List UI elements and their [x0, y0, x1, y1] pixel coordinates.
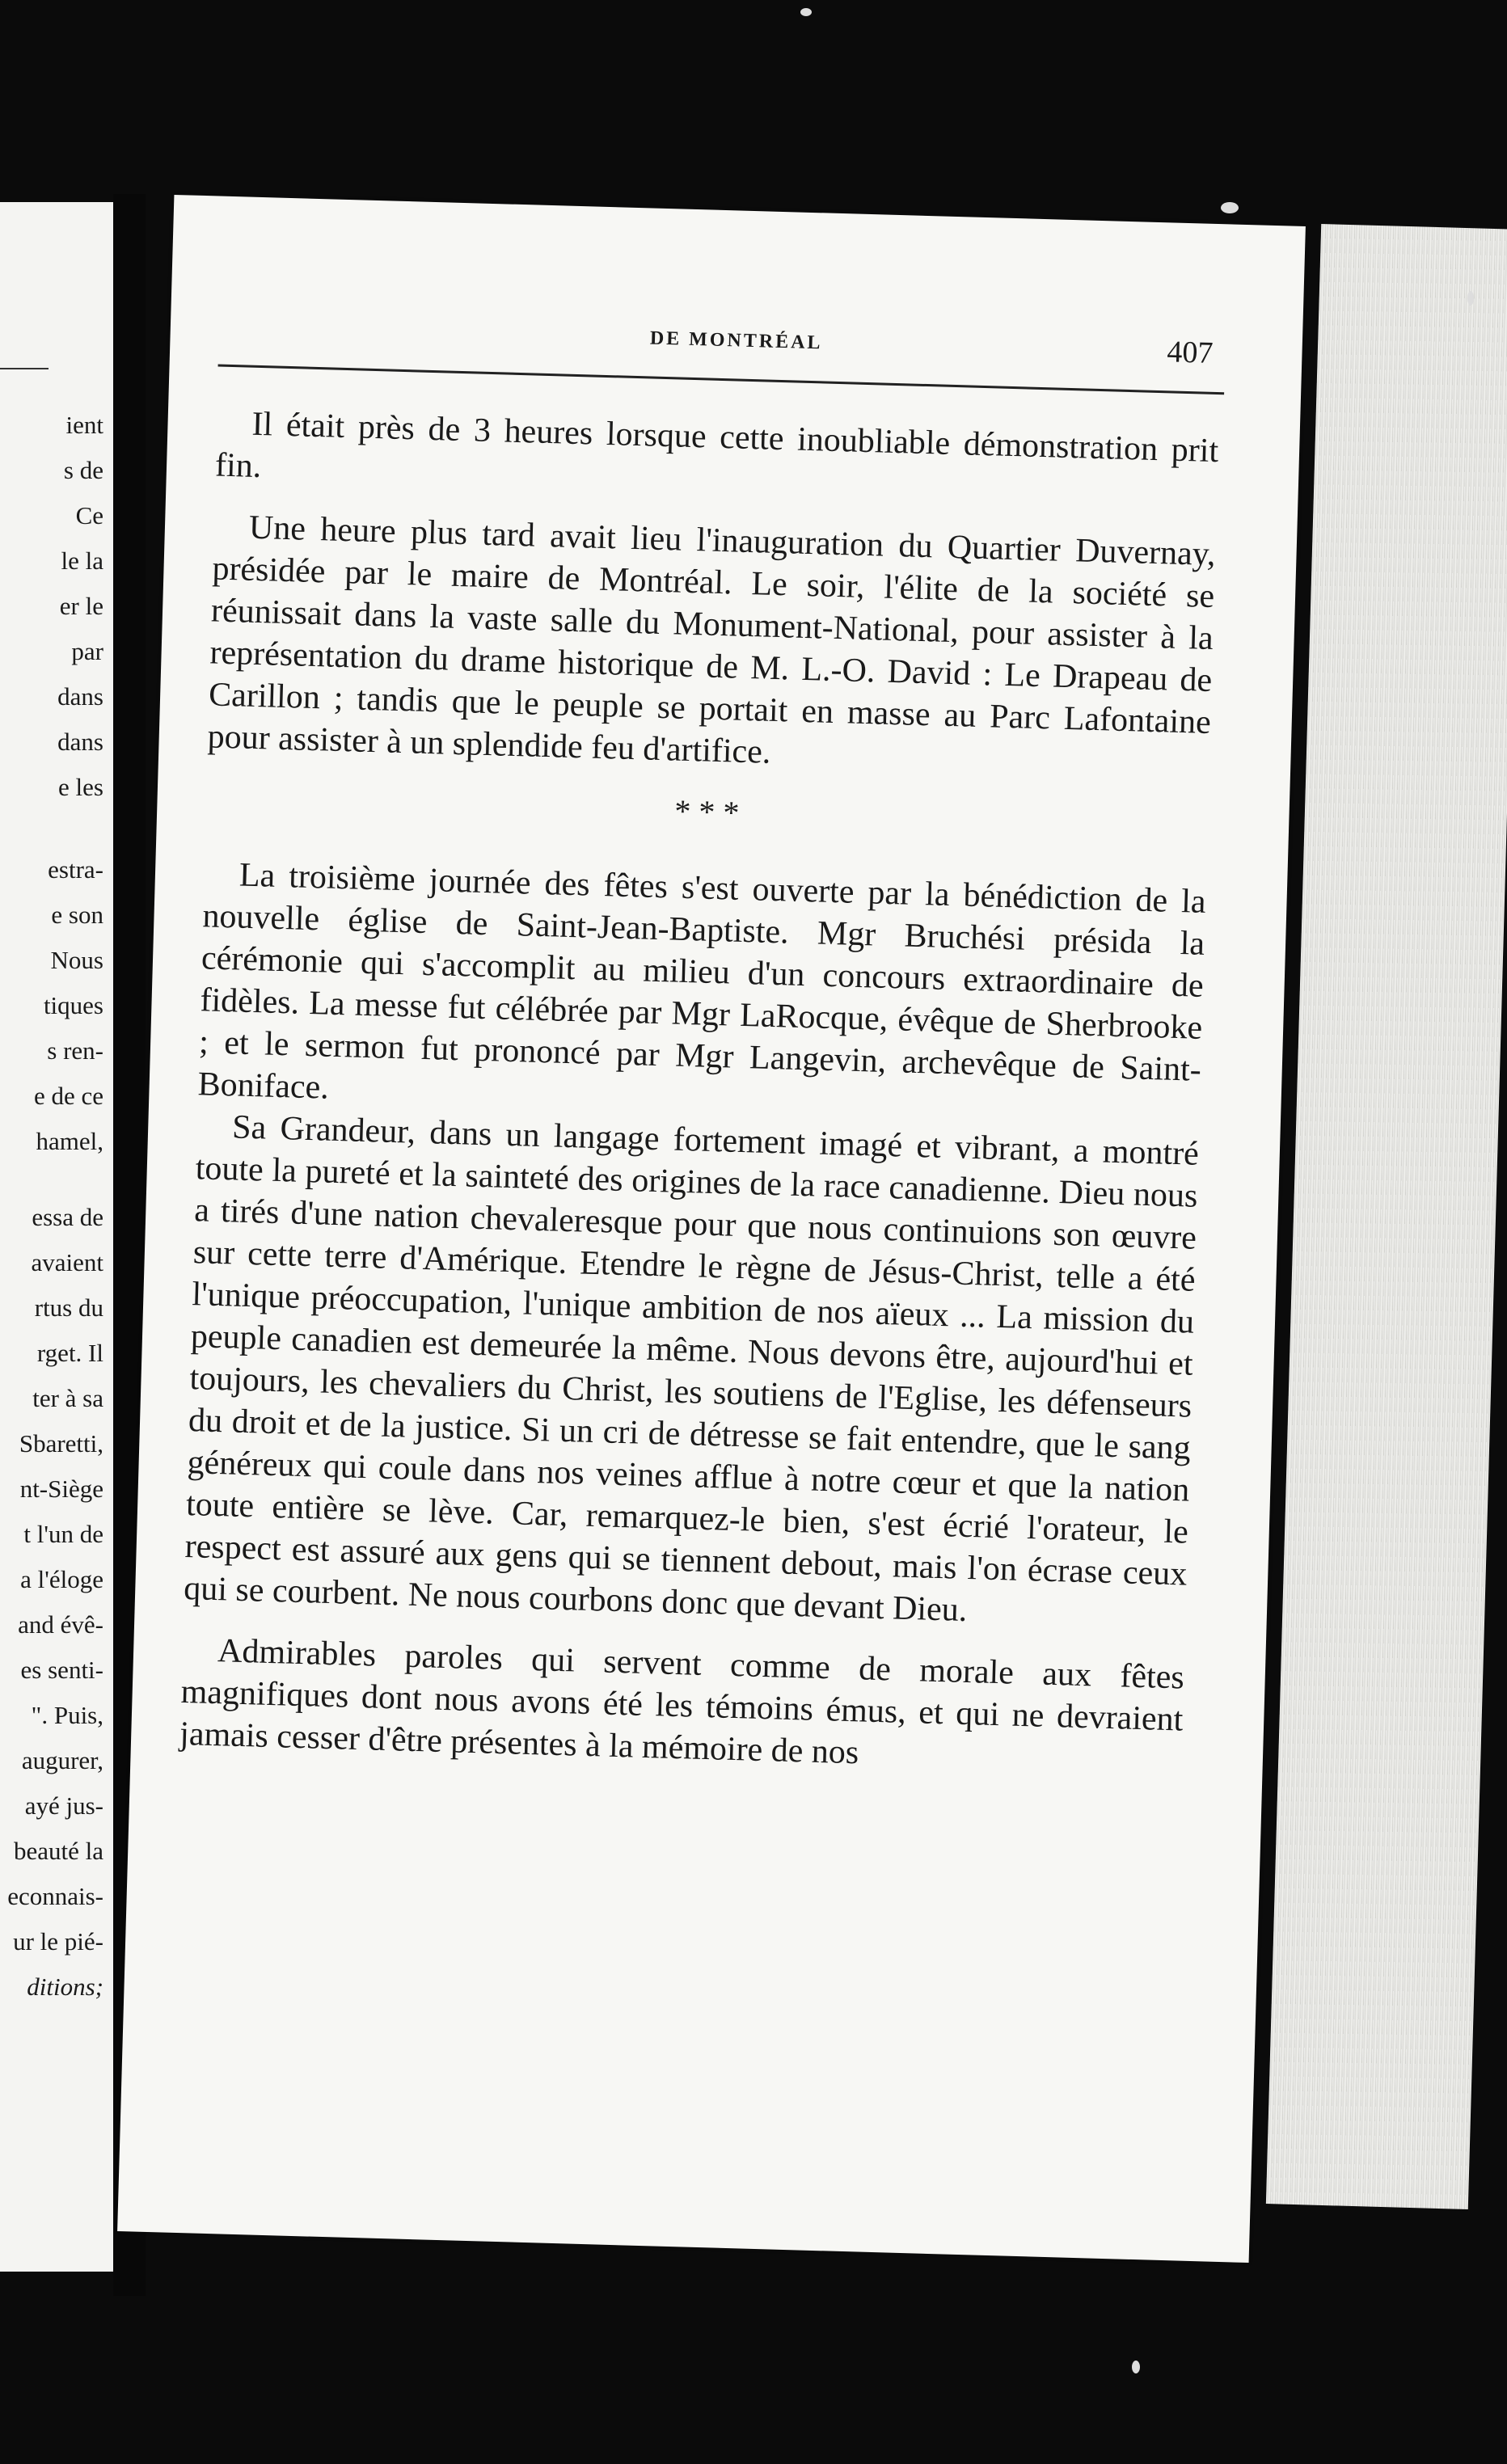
- left-fragment: Nous: [50, 946, 103, 974]
- paragraph: Il était près de 3 heures lorsque cette inoubliable démonstration prit fin.: [214, 405, 1219, 486]
- left-fragment: e les: [58, 773, 103, 801]
- left-fragment: dans: [57, 682, 103, 711]
- left-fragment: augurer,: [21, 1746, 103, 1774]
- left-fragment: nt-Siège: [19, 1475, 103, 1503]
- left-fragment: t l'un de: [23, 1520, 103, 1548]
- left-fragment: er le: [59, 592, 103, 620]
- page-body: [179, 403, 1219, 1783]
- left-fragment: avaient: [31, 1248, 103, 1276]
- section-separator: * * *: [673, 792, 741, 831]
- paragraph: Admirables paroles qui servent comme de morale aux fêtes magnifiques dont nous avons été les témoins émus, et qui ne devraient jamais cesser d'être présentes à la mémoire de nos: [179, 1632, 1185, 1772]
- left-fragment: and évê-: [18, 1610, 103, 1639]
- book-page: [117, 195, 1306, 2263]
- left-fragment: ayé jus-: [24, 1791, 103, 1820]
- left-fragment: tiques: [43, 991, 103, 1019]
- dust-speck: [1132, 2361, 1140, 2373]
- left-fragment: ter à sa: [32, 1384, 103, 1412]
- left-fragment: le la: [61, 546, 103, 575]
- left-fragment: ". Puis,: [31, 1701, 103, 1729]
- left-page-rule: [0, 368, 49, 369]
- header-rule: [218, 365, 1225, 395]
- page-edges: [1266, 224, 1507, 2209]
- left-fragment: dans: [57, 728, 103, 756]
- left-fragment: Sbaretti,: [19, 1429, 103, 1458]
- paragraph: La troisième journée des fêtes s'est ouverte par la bénédiction de la nouvelle église de Saint-Jean-Baptiste. Mgr Bruchési présida la cérémonie qui s'accomplit au milieu d'un concours extraordinaire de fidèles. La messe fut célébrée par Mgr LaRocque, évêque de Sherbrooke ; et le sermon fut prononcé par Mgr Langevin, archevêque de Saint-Boniface.: [197, 856, 1207, 1107]
- dust-speck: [1221, 202, 1239, 213]
- left-fragment: ur le pié-: [13, 1927, 103, 1956]
- left-fragment: a l'éloge: [20, 1565, 103, 1593]
- left-facing-page: [0, 202, 113, 2272]
- left-fragment: es senti-: [20, 1656, 103, 1684]
- left-fragment: rtus du: [34, 1293, 103, 1322]
- page-number: 407: [1166, 335, 1214, 370]
- left-fragment: par: [71, 637, 103, 665]
- paragraph: Sa Grandeur, dans un langage fortement imagé et vibrant, a montré toute la pureté et la sainteté des origines de la race canadienne. Dieu nous a tirés d'une nation chevaleresque pour que nous continuions son œuvre sur cette terre d'Amérique. Etendre le règne de Jésus-Christ, telle a été l'unique préoccupation, l'unique ambition de nos aïeux ... La mission du peuple canadien est demeurée la même. Nous devons être, aujourd'hui et toujours, les chevaliers du Christ, les soutiens de l'Eglise, les défenseurs du droit et de la justice. Si un cri de détresse se fait entendre, que le sang généreux qui coule dans nos veines afflue à notre cœur et que la nation toute entière se lève. Car, remarquez-le bien, s'est écrié l'orateur, le respect est assuré aux gens qui se tiennent debout, mais l'on écrase ceux qui se courbent. Ne nous courbons donc que devant Dieu.: [183, 1108, 1200, 1630]
- left-fragment: ient: [65, 411, 103, 439]
- left-fragment: beauté la: [13, 1837, 103, 1865]
- left-fragment: e de ce: [33, 1082, 103, 1110]
- left-fragment: econnais-: [7, 1882, 103, 1910]
- left-fragment: hamel,: [36, 1127, 103, 1155]
- running-head: DE MONTRÉAL: [649, 327, 823, 354]
- left-fragment: s ren-: [47, 1036, 103, 1065]
- left-fragment: e son: [51, 901, 103, 929]
- dust-speck: [1467, 291, 1474, 306]
- left-fragment: Ce: [75, 501, 103, 530]
- left-fragment: rget. Il: [36, 1339, 103, 1367]
- dust-speck: [800, 8, 812, 16]
- left-fragment: s de: [63, 456, 103, 484]
- left-fragment: estra-: [48, 855, 103, 884]
- paragraph: Une heure plus tard avait lieu l'inauguration du Quartier Duvernay, présidée par le maire de Montréal. Le soir, l'élite de la société se réunissait dans la vaste salle du Monument-National, pour assister à la représentation du drame historique de M. L.-O. David : Le Drapeau de Carillon ; tandis que le peuple se portait en masse au Parc Lafontaine pour assister à un splendide feu d'artifice.: [207, 508, 1217, 771]
- left-fragment: essa de: [32, 1203, 103, 1231]
- left-fragment: ditions;: [27, 1972, 103, 2001]
